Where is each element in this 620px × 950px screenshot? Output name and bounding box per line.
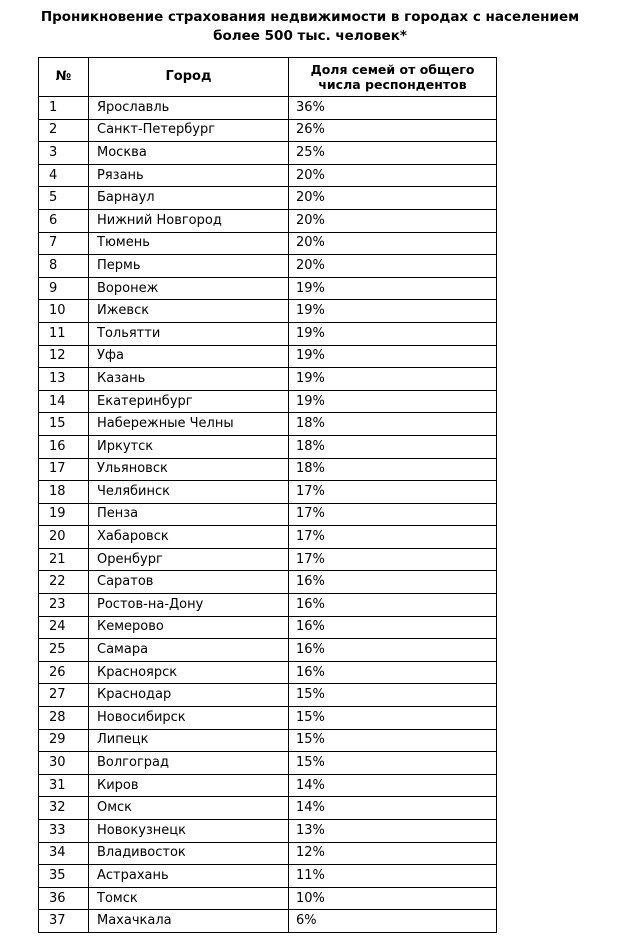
row-share: 14%: [289, 797, 497, 820]
row-city: Самара: [89, 639, 289, 662]
header-share-line-2: числа респондентов: [318, 77, 467, 92]
row-share: 6%: [289, 910, 497, 933]
header-share: [289, 58, 497, 97]
row-city: Екатеринбург: [89, 390, 289, 413]
row-share: 20%: [289, 255, 497, 278]
table-row: [39, 142, 497, 165]
title-line-2: более 500 тыс. человек*: [213, 28, 407, 44]
row-city: Махачкала: [89, 910, 289, 933]
row-share: 19%: [289, 390, 497, 413]
row-number: 3: [39, 142, 89, 165]
table-row: [39, 209, 497, 232]
row-city: Москва: [89, 142, 289, 165]
table-row: [39, 729, 497, 752]
row-number: 14: [39, 390, 89, 413]
table-row: [39, 842, 497, 865]
row-city: Кемерово: [89, 616, 289, 639]
row-share: 16%: [289, 661, 497, 684]
table-row: [39, 820, 497, 843]
row-share: 18%: [289, 413, 497, 436]
row-city: Красноярск: [89, 661, 289, 684]
row-share: 19%: [289, 345, 497, 368]
table-row: [39, 435, 497, 458]
table-row: [39, 345, 497, 368]
row-city: Барнаул: [89, 187, 289, 210]
table-row: [39, 187, 497, 210]
row-city: Астрахань: [89, 865, 289, 888]
table-row: [39, 255, 497, 278]
table-row: [39, 707, 497, 730]
row-share: 18%: [289, 458, 497, 481]
header-number: №: [39, 58, 89, 97]
row-number: 19: [39, 503, 89, 526]
row-share: 11%: [289, 865, 497, 888]
row-city: Саратов: [89, 571, 289, 594]
table-row: [39, 548, 497, 571]
row-city: Иркутск: [89, 435, 289, 458]
row-share: 16%: [289, 571, 497, 594]
title-line-1: Проникновение страхования недвижимости в городах с населением: [40, 9, 580, 25]
table-row: [39, 616, 497, 639]
row-city: Томск: [89, 887, 289, 910]
table-row: [39, 481, 497, 504]
row-share: 19%: [289, 322, 497, 345]
row-number: 25: [39, 639, 89, 662]
table-row: [39, 752, 497, 775]
row-number: 27: [39, 684, 89, 707]
table-row: [39, 390, 497, 413]
table-row: [39, 503, 497, 526]
table-row: [39, 413, 497, 436]
row-share: 12%: [289, 842, 497, 865]
row-number: 37: [39, 910, 89, 933]
row-share: 19%: [289, 277, 497, 300]
row-share: 13%: [289, 820, 497, 843]
page-title: [10, 8, 610, 46]
row-number: 36: [39, 887, 89, 910]
table-row: [39, 774, 497, 797]
row-share: 20%: [289, 164, 497, 187]
table-row: [39, 164, 497, 187]
row-number: 33: [39, 820, 89, 843]
row-number: 26: [39, 661, 89, 684]
row-city: Казань: [89, 368, 289, 391]
row-share: 20%: [289, 187, 497, 210]
table-row: [39, 797, 497, 820]
row-share: 16%: [289, 616, 497, 639]
row-city: Краснодар: [89, 684, 289, 707]
table-body: [39, 97, 497, 933]
row-city: Пенза: [89, 503, 289, 526]
table-row: [39, 661, 497, 684]
row-number: 16: [39, 435, 89, 458]
row-city: Оренбург: [89, 548, 289, 571]
row-share: 26%: [289, 119, 497, 142]
row-number: 22: [39, 571, 89, 594]
row-number: 32: [39, 797, 89, 820]
table-row: [39, 887, 497, 910]
row-number: 2: [39, 119, 89, 142]
row-number: 35: [39, 865, 89, 888]
row-number: 21: [39, 548, 89, 571]
table-row: [39, 368, 497, 391]
row-city: Челябинск: [89, 481, 289, 504]
table-row: [39, 526, 497, 549]
row-share: 15%: [289, 707, 497, 730]
row-city: Воронеж: [89, 277, 289, 300]
row-share: 17%: [289, 548, 497, 571]
row-number: 31: [39, 774, 89, 797]
row-city: Набережные Челны: [89, 413, 289, 436]
row-number: 13: [39, 368, 89, 391]
table-row: [39, 910, 497, 933]
row-number: 8: [39, 255, 89, 278]
row-city: Ульяновск: [89, 458, 289, 481]
row-number: 10: [39, 300, 89, 323]
row-number: 5: [39, 187, 89, 210]
row-share: 20%: [289, 209, 497, 232]
header-city: Город: [89, 58, 289, 97]
row-share: 17%: [289, 503, 497, 526]
row-share: 16%: [289, 639, 497, 662]
row-share: 18%: [289, 435, 497, 458]
row-city: Уфа: [89, 345, 289, 368]
row-city: Ростов-на-Дону: [89, 594, 289, 617]
row-share: 19%: [289, 300, 497, 323]
table-row: [39, 300, 497, 323]
row-share: 17%: [289, 481, 497, 504]
row-share: 17%: [289, 526, 497, 549]
table-row: [39, 594, 497, 617]
table-row: [39, 97, 497, 120]
row-city: Хабаровск: [89, 526, 289, 549]
row-number: 12: [39, 345, 89, 368]
table-row: [39, 639, 497, 662]
row-share: 16%: [289, 594, 497, 617]
row-number: 11: [39, 322, 89, 345]
row-city: Пермь: [89, 255, 289, 278]
row-city: Владивосток: [89, 842, 289, 865]
table-row: [39, 277, 497, 300]
row-share: 10%: [289, 887, 497, 910]
row-number: 7: [39, 232, 89, 255]
row-number: 17: [39, 458, 89, 481]
row-number: 20: [39, 526, 89, 549]
row-city: Новосибирск: [89, 707, 289, 730]
row-number: 6: [39, 209, 89, 232]
row-share: 20%: [289, 232, 497, 255]
row-number: 15: [39, 413, 89, 436]
row-share: 15%: [289, 684, 497, 707]
row-city: Нижний Новгород: [89, 209, 289, 232]
row-number: 34: [39, 842, 89, 865]
row-share: 36%: [289, 97, 497, 120]
table-row: [39, 571, 497, 594]
row-city: Волгоград: [89, 752, 289, 775]
header-share-line-1: Доля семей от общего: [310, 62, 475, 77]
table-row: [39, 458, 497, 481]
table-row: [39, 684, 497, 707]
cities-table: [38, 57, 497, 933]
row-city: Омск: [89, 797, 289, 820]
row-number: 1: [39, 97, 89, 120]
row-share: 19%: [289, 368, 497, 391]
row-number: 9: [39, 277, 89, 300]
table-row: [39, 119, 497, 142]
row-city: Рязань: [89, 164, 289, 187]
row-number: 24: [39, 616, 89, 639]
table-row: [39, 232, 497, 255]
header-row: [39, 58, 497, 97]
row-city: Тюмень: [89, 232, 289, 255]
table-row: [39, 865, 497, 888]
row-share: 15%: [289, 752, 497, 775]
row-share: 15%: [289, 729, 497, 752]
row-city: Ижевск: [89, 300, 289, 323]
row-number: 30: [39, 752, 89, 775]
row-number: 29: [39, 729, 89, 752]
row-city: Липецк: [89, 729, 289, 752]
table-row: [39, 322, 497, 345]
row-city: Ярославль: [89, 97, 289, 120]
row-city: Новокузнецк: [89, 820, 289, 843]
row-share: 14%: [289, 774, 497, 797]
row-number: 18: [39, 481, 89, 504]
row-number: 28: [39, 707, 89, 730]
row-city: Санкт-Петербург: [89, 119, 289, 142]
row-city: Киров: [89, 774, 289, 797]
row-city: Тольятти: [89, 322, 289, 345]
row-number: 23: [39, 594, 89, 617]
row-share: 25%: [289, 142, 497, 165]
row-number: 4: [39, 164, 89, 187]
